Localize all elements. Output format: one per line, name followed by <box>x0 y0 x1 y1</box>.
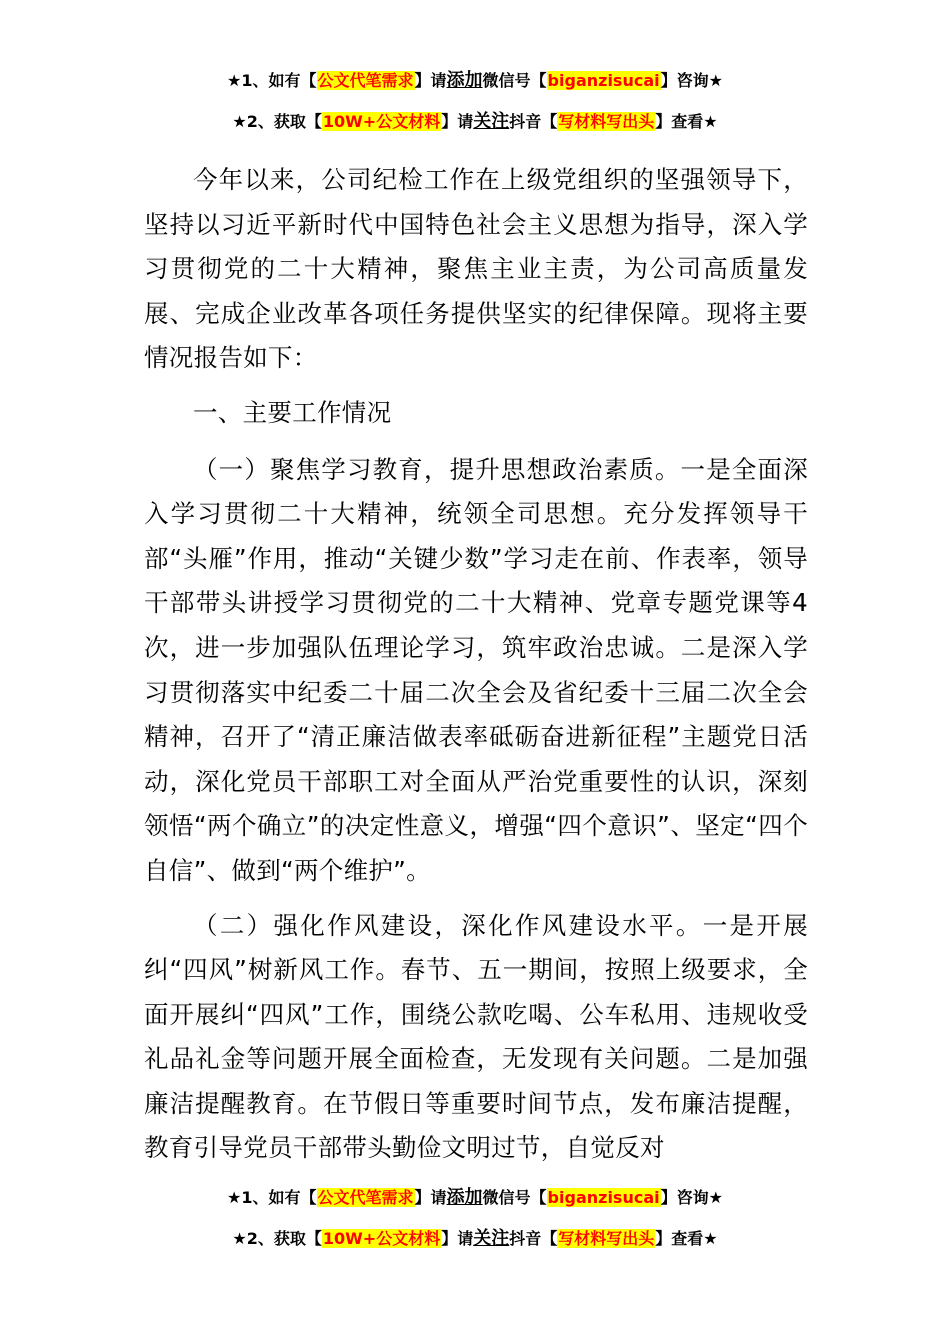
paragraph-study-education: （一）聚焦学习教育，提升思想政治素质。一是全面深入学习贯彻二十大精神，统领全司思想。充分发挥领导干部“头雁”作用，推动“关键少数”学习走在前、作表率，领导干部带头讲授学习贯彻党的二十大精神、党章专题党课等4次，进一步加强队伍理论学习，筑牢政治忠诚。二是深入学习贯彻落实中纪委二十届二次全会及省纪委十三届二次全会精神，召开了“清正廉洁做表率砥砺奋进新征程”主题党日活动，深化党员干部职工对全面从严治党重要性的认识，深刻领悟“两个确立”的决定性意义，增强“四个意识”、坚定“四个自信”、做到“两个维护”。 <box>144 454 808 885</box>
banner-text: 】咨询★ <box>660 1188 723 1207</box>
banner-text: 】查看★ <box>655 112 718 131</box>
banner-text: 抖音【 <box>509 112 558 131</box>
bottom-banner-line-2 <box>0 1228 950 1250</box>
section-heading: 一、主要工作情况 <box>193 397 392 427</box>
banner-text: ★2、获取【 <box>232 112 322 131</box>
banner-text: 】请 <box>441 112 474 131</box>
banner-emphasis: 添加 <box>446 1187 483 1208</box>
banner-text: 微信号【 <box>482 1188 547 1207</box>
banner-emphasis: 添加 <box>446 70 483 91</box>
banner-highlight: 写材料写出头 <box>558 112 655 131</box>
document-body <box>144 158 808 1181</box>
banner-text: 】咨询★ <box>660 71 723 90</box>
intro-paragraph: 今年以来，公司纪检工作在上级党组织的坚强领导下，坚持以习近平新时代中国特色社会主义思想为指导，深入学习贯彻党的二十大精神，聚焦主业主责，为公司高质量发展、完成企业改革各项任务提供坚实的纪律保障。现将主要情况报告如下： <box>144 165 808 373</box>
banner-text: 】请 <box>441 1229 474 1248</box>
banner-text: 】请 <box>414 71 447 90</box>
bottom-banner-line-1 <box>0 1187 950 1209</box>
banner-emphasis: 关注 <box>473 111 510 132</box>
banner-text: ★1、如有【 <box>227 1188 317 1207</box>
banner-highlight: 10W+公文材料 <box>322 1229 441 1248</box>
banner-highlight: 公文代笔需求 <box>317 1188 414 1207</box>
banner-highlight: 写材料写出头 <box>558 1229 655 1248</box>
banner-emphasis: 关注 <box>473 1228 510 1249</box>
banner-text: ★2、获取【 <box>232 1229 322 1248</box>
banner-highlight: 10W+公文材料 <box>322 112 441 131</box>
top-banner-line-1 <box>0 70 950 92</box>
banner-text: 微信号【 <box>482 71 547 90</box>
banner-text: 】请 <box>414 1188 447 1207</box>
top-banner-line-2 <box>0 111 950 133</box>
banner-highlight: biganzisucai <box>547 71 660 90</box>
banner-text: 】查看★ <box>655 1229 718 1248</box>
paragraph-work-style: （二）强化作风建设，深化作风建设水平。一是开展纠“四风”树新风工作。春节、五一期间，按照上级要求，全面开展纠“四风”工作，围绕公款吃喝、公车私用、违规收受礼品礼金等问题开展全面检查，无发现有关问题。二是加强廉洁提醒教育。在节假日等重要时间节点，发布廉洁提醒，教育引导党员干部带头勤俭文明过节，自觉反对 <box>144 910 808 1163</box>
banner-text: ★1、如有【 <box>227 71 317 90</box>
banner-highlight: biganzisucai <box>547 1188 660 1207</box>
banner-highlight: 公文代笔需求 <box>317 71 414 90</box>
banner-text: 抖音【 <box>509 1229 558 1248</box>
